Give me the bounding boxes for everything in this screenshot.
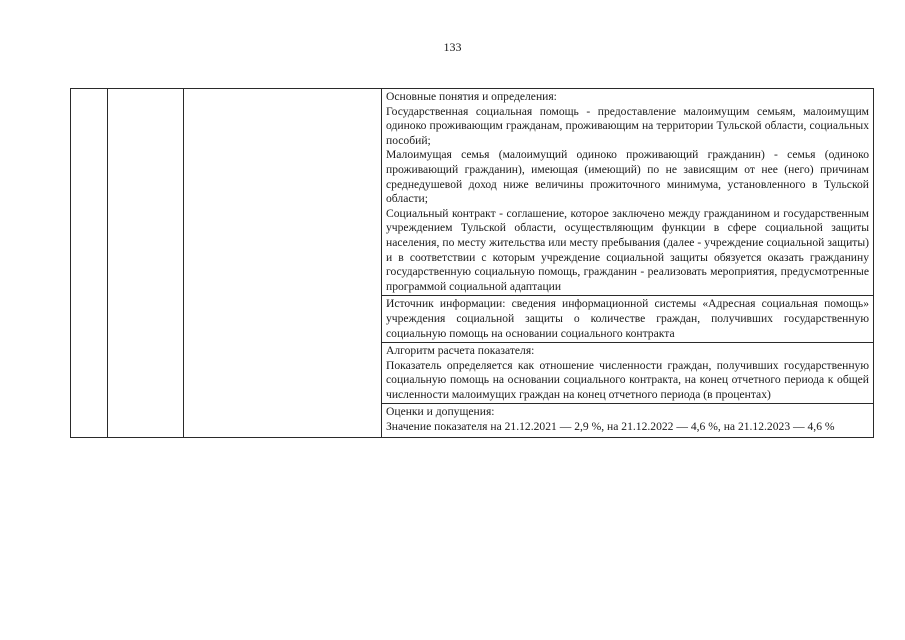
page-number: 133 [443,40,462,54]
empty-cell-2 [108,89,184,438]
algorithm-heading: Алгоритм расчета показателя: [386,344,535,358]
definition-low-income-family: Малоимущая семья (малоимущий одиноко проживающий гражданин) - семья (одиноко проживающий гражданин), имеющая (имеющий) по не зависящим от нее (него) причинам среднедушевой доход ниже величины прожиточного минимума, установленного в Тульской области; [386,148,869,206]
definition-social-assistance: Государственная социальная помощь - предоставление малоимущим семьям, малоимущим одиноко проживающим гражданам, проживающим на территории Тульской области, социальных пособий; [386,104,869,147]
empty-cell-1 [71,89,108,438]
definitions-cell [382,89,874,296]
empty-cell-3 [184,89,382,438]
table-row [71,89,874,296]
algorithm-text: Показатель определяется как отношение численности граждан, получивших государственную социальную помощь на основании социального контракта, на конец отчетного периода к общей численности малоимущих граждан на конец отчетного периода (в процентах) [386,358,869,401]
estimates-text: Значение показателя на 21.12.2021 — 2,9 %, на 21.12.2022 — 4,6 %, на 21.12.2023 — 4,6 % [386,420,835,434]
source-cell [382,296,874,343]
definitions-heading: Основные понятия и определения: [386,90,557,103]
estimates-cell [382,404,874,437]
indicator-table [70,88,874,438]
algorithm-cell [382,343,874,404]
source-text: Источник информации: сведения информационной системы «Адресная социальная помощь» учреждения социальной защиты о количестве граждан, получивших государственную социальную помощь на основании социального контракта [386,297,869,340]
estimates-heading: Оценки и допущения: [386,405,495,419]
definition-social-contract: Социальный контракт - соглашение, которое заключено между гражданином и государственным учреждением Тульской области, осуществляющим функции в сфере социальной защиты населения, по месту жительства или месту пребывания (далее - учреждение социальной защиты) и в соответствии с которым учреждение социальной защиты обязуется оказать гражданину государственную социальную помощь, гражданин - реализовать мероприятия, предусмотренные программой социальной адаптации [386,206,869,293]
